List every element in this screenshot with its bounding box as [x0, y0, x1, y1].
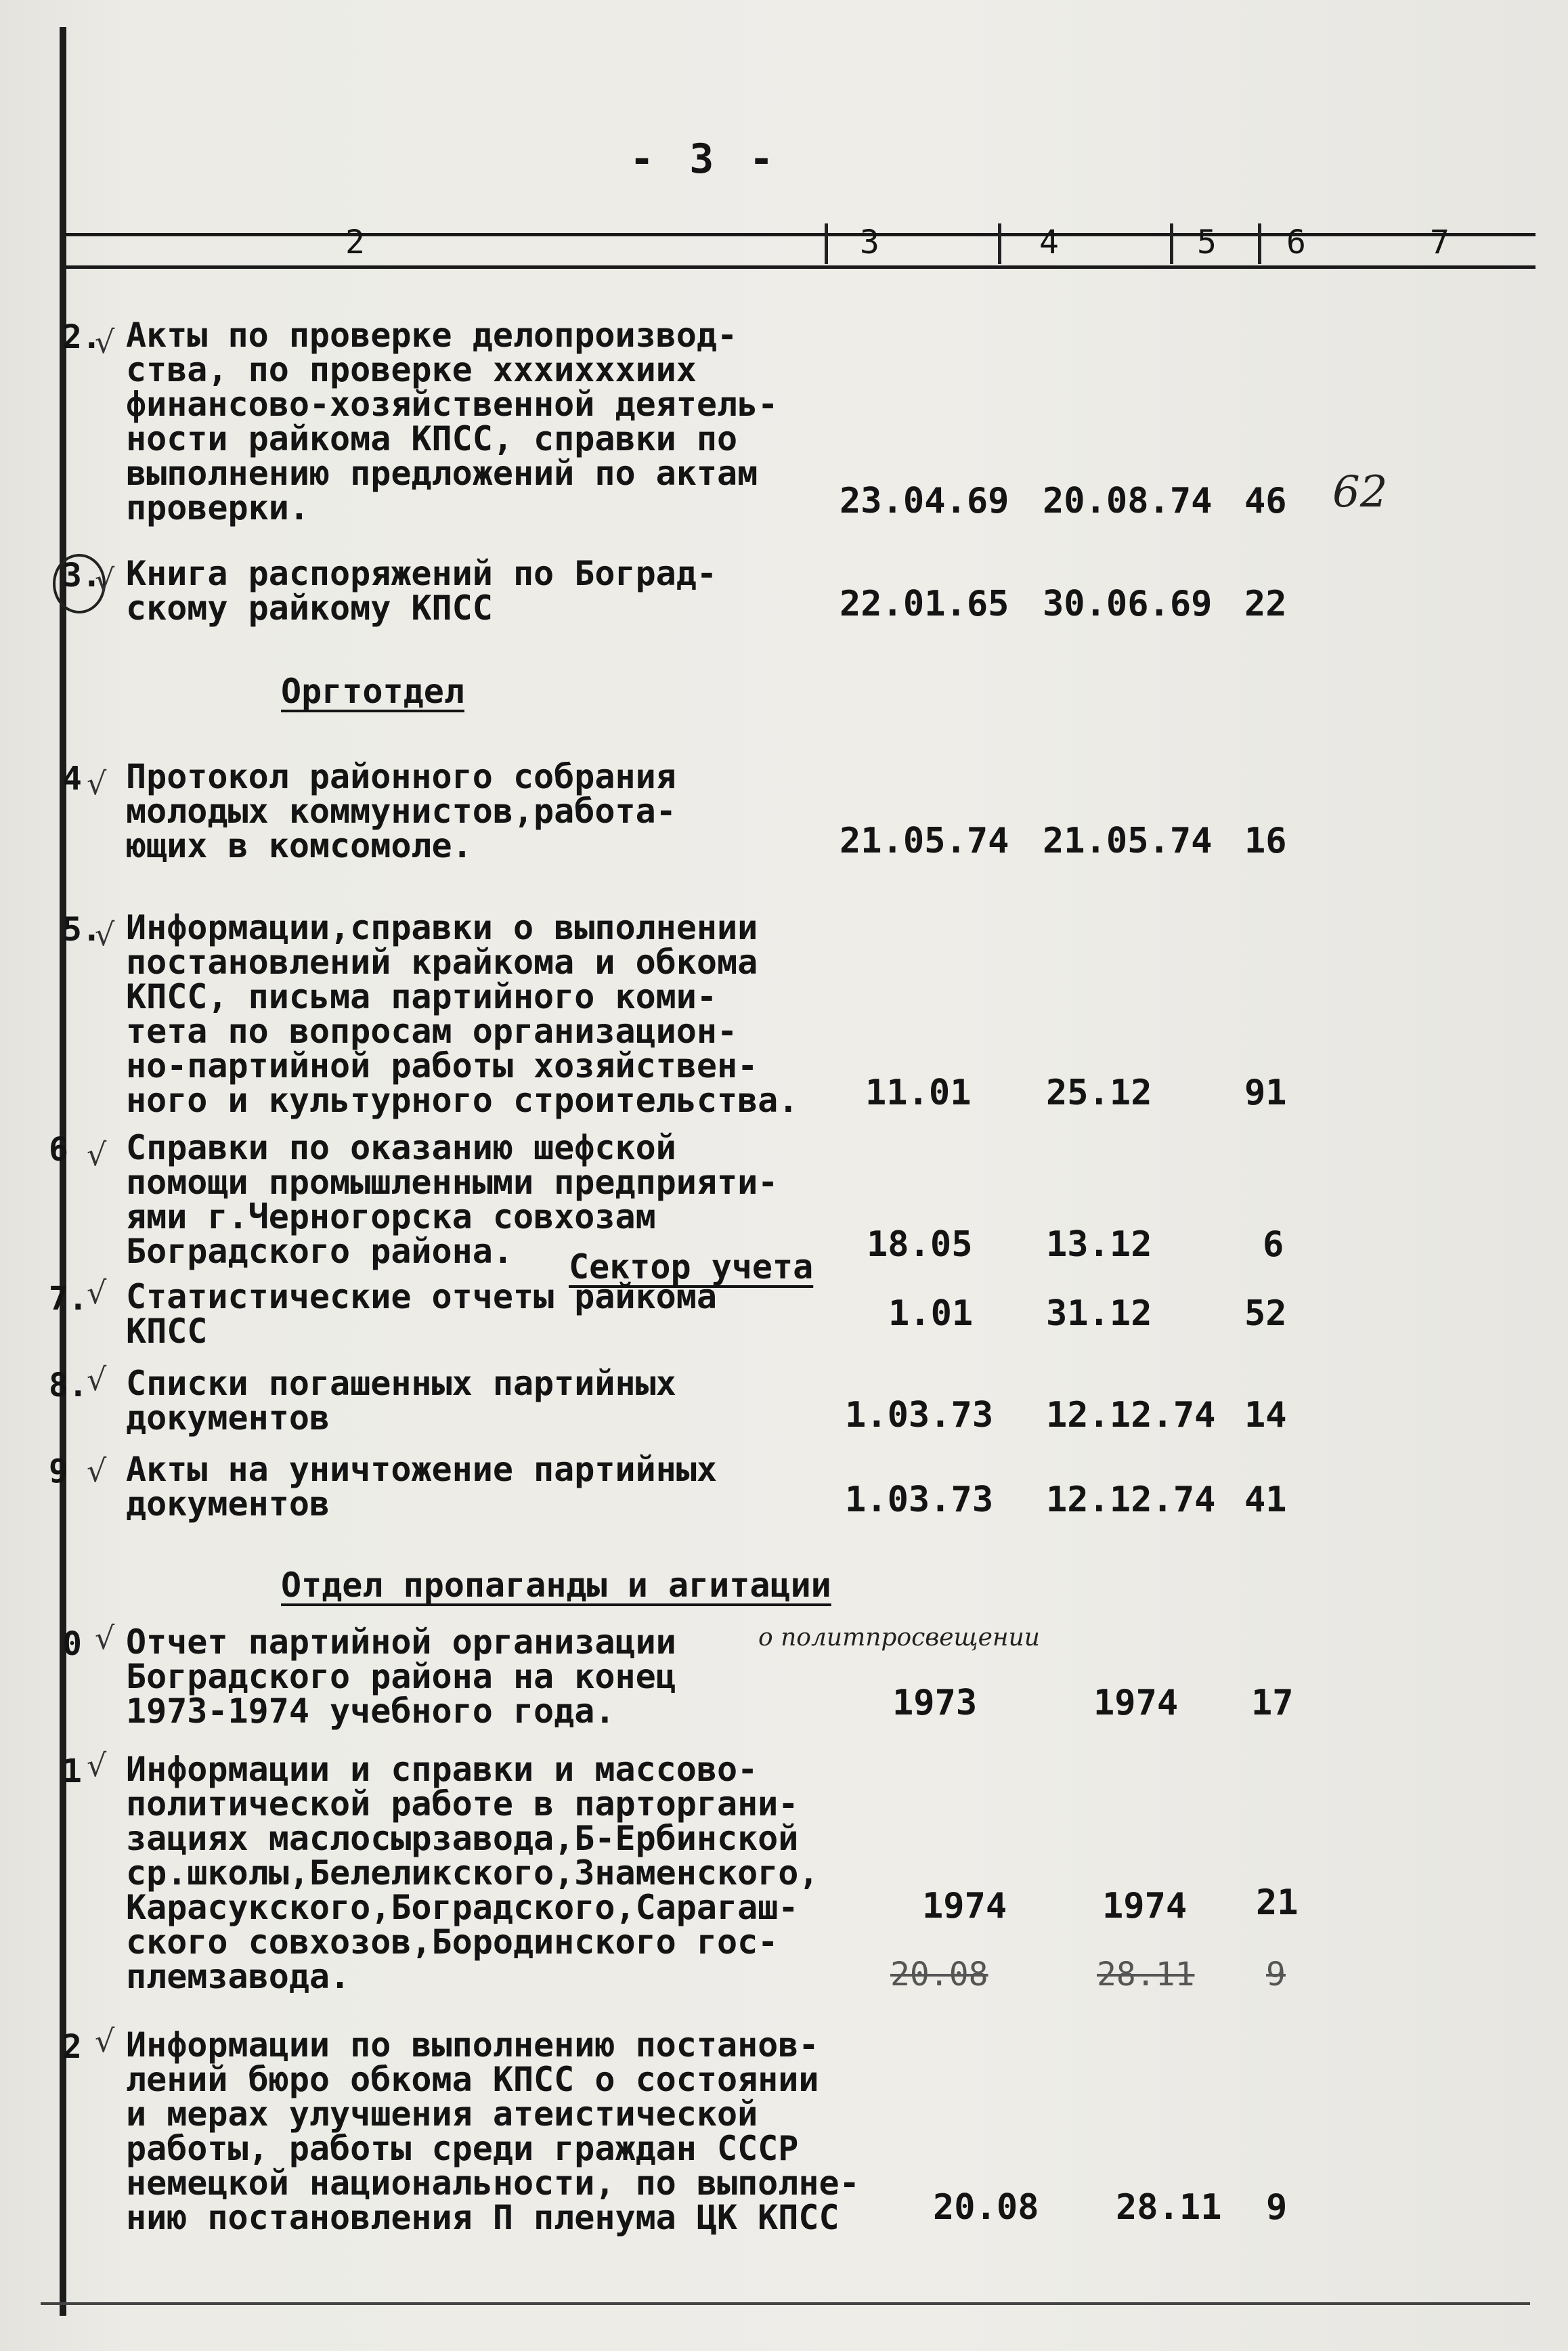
- handwritten-annotation: о политпросвещении: [758, 1624, 1040, 1652]
- entry-end-date: 20.08.74: [1043, 481, 1213, 521]
- header-rule-bottom: [66, 265, 1536, 269]
- entry-end-date: 31.12: [1046, 1293, 1152, 1334]
- entry-end-date: 12.12.74: [1046, 1395, 1216, 1436]
- binding-margin-line: [60, 27, 66, 2316]
- entry-start-date: 22.01.65: [840, 584, 1009, 624]
- entry-sheet-count: 17: [1251, 1683, 1294, 1723]
- entry-end-date: 25.12: [1046, 1073, 1152, 1113]
- column-separator: [825, 223, 828, 264]
- section-heading-uchet: Сектор учета: [569, 1247, 814, 1287]
- section-heading-propaganda: Отдел пропаганды и агитации: [281, 1566, 831, 1605]
- column-separator: [1258, 223, 1261, 264]
- entry-start-date: 20.08: [933, 2187, 1039, 2228]
- entry-start-date: 23.04.69: [840, 481, 1009, 521]
- entry-number: 9: [49, 1452, 68, 1490]
- column-separator: [1170, 223, 1173, 264]
- check-mark-icon: √: [95, 916, 115, 953]
- page-bottom-edge: [41, 2302, 1530, 2305]
- entry-text: Информации,справки о выполнении постановлений крайкома и обкома КПСС, письма партийного коми- тета по вопросам организацион- но-партийной работы хозяйствен- ного и культурного строительства.: [126, 908, 799, 1120]
- check-mark-icon: √: [95, 324, 115, 360]
- entry-text: Справки по оказанию шефской помощи промышленными предприяти- ями г.Черногорска совхозам Боградского района.: [126, 1128, 779, 1271]
- entry-sheet-count: 14: [1244, 1395, 1287, 1436]
- entry-number: 8.: [49, 1366, 88, 1404]
- check-mark-icon: √: [87, 1136, 107, 1173]
- entry-text: Протокол районного собрания молодых коммунистов,работа- ющих в комсомоле.: [126, 757, 676, 865]
- check-mark-icon: √: [87, 1747, 107, 1784]
- entry-number: 5.: [62, 911, 102, 949]
- check-mark-icon: √: [95, 1620, 115, 1656]
- check-mark-icon: √: [87, 1361, 107, 1398]
- entry-sheet-count: 22: [1244, 584, 1287, 624]
- entry-start-date: 1.01: [888, 1293, 974, 1334]
- entry-end-date: 13.12: [1046, 1224, 1152, 1265]
- check-mark-icon: √: [87, 1452, 107, 1489]
- entry-end-date: 30.06.69: [1043, 584, 1213, 624]
- check-mark-icon: √: [95, 562, 115, 599]
- entry-sheet-count: 52: [1244, 1293, 1287, 1334]
- entry-end-date: 28.11: [1116, 2187, 1222, 2228]
- entry-sheet-count: 9: [1266, 2187, 1288, 2228]
- entry-sheet-count: 21: [1256, 1882, 1299, 1923]
- entry-start-date: 1974: [922, 1886, 1007, 1926]
- page-number: - 3 -: [630, 135, 779, 183]
- entry-number: 4: [62, 760, 82, 798]
- entry-text: Акты на уничтожение партийных документов: [126, 1450, 717, 1524]
- entry-text: Информации по выполнению постанов- лений бюро обкома КПСС о состоянии и мерах улучшения атеистической работы, работы среди граждан СССР немецкой национальности, по выполне- нию постановления П пленума ЦК КПСС: [126, 2025, 860, 2237]
- column-header-3: 3: [860, 223, 879, 261]
- column-header-4: 4: [1039, 223, 1059, 261]
- entry-sheet-count: 46: [1244, 481, 1287, 521]
- entry-start-date: 18.05: [867, 1224, 973, 1265]
- entry-start-date: 1.03.73: [845, 1395, 994, 1436]
- entry-number: 0: [62, 1625, 82, 1663]
- entry-number: 1: [62, 1752, 82, 1790]
- entry-start-date: 11.01: [865, 1073, 972, 1113]
- check-mark-icon: √: [87, 1274, 107, 1311]
- entry-text: Акты по проверке делопроизвод- ства, по проверке хххихххиих финансово-хозяйственной деятель- ности райкома КПСС, справки по выполнению предложений по актам проверки.: [126, 316, 779, 527]
- column-separator: [998, 223, 1001, 264]
- entry-text: Книга распоряжений по Боград- скому райкому КПСС: [126, 554, 717, 628]
- entry-end-date: 1974: [1102, 1886, 1188, 1926]
- entry-end-date: 1974: [1093, 1683, 1179, 1723]
- column-header-2: 2: [345, 223, 365, 261]
- handwritten-sheet-note: 62: [1332, 467, 1388, 517]
- struck-sheet-count: 9: [1266, 1956, 1286, 1993]
- entry-start-date: 21.05.74: [840, 821, 1009, 861]
- entry-text: Информации и справки и массово- политической работе в парторгани- зациях маслосырзавода,Б-Ербинской ср.школы,Белеликского,Знаменского, Карасукского,Боградского,Сарагаш- ского совхозов,Бородинского гос- племзавода.: [126, 1750, 819, 1996]
- entry-sheet-count: 16: [1244, 821, 1287, 861]
- entry-text: Статистические отчеты райкома КПСС: [126, 1277, 717, 1351]
- column-header-5: 5: [1197, 223, 1217, 261]
- check-mark-icon: √: [95, 2023, 115, 2059]
- column-header-7: 7: [1430, 223, 1450, 261]
- entry-sheet-count: 6: [1263, 1224, 1284, 1265]
- entry-text: Списки погашенных партийных документов: [126, 1364, 676, 1438]
- header-rule-top: [66, 233, 1536, 236]
- entry-start-date: 1973: [892, 1683, 978, 1723]
- entry-text: Отчет партийной организации Боградского района на конец 1973-1974 учебного года.: [126, 1622, 676, 1731]
- check-mark-icon: √: [87, 765, 107, 802]
- entry-number: 2: [62, 2028, 82, 2066]
- entry-number: 2.: [62, 318, 102, 356]
- struck-start-date: 20.08: [890, 1956, 988, 1993]
- entry-sheet-count: 91: [1244, 1073, 1287, 1113]
- entry-start-date: 1.03.73: [845, 1480, 994, 1520]
- entry-number: 3.: [62, 557, 102, 595]
- section-heading-org: Оргтотдел: [281, 672, 464, 711]
- entry-sheet-count: 41: [1244, 1480, 1287, 1520]
- entry-end-date: 12.12.74: [1046, 1480, 1216, 1520]
- struck-end-date: 28.11: [1097, 1956, 1195, 1993]
- column-header-6: 6: [1286, 223, 1306, 261]
- entry-number: 6: [49, 1131, 68, 1169]
- entry-number: 7.: [49, 1280, 88, 1318]
- entry-end-date: 21.05.74: [1043, 821, 1213, 861]
